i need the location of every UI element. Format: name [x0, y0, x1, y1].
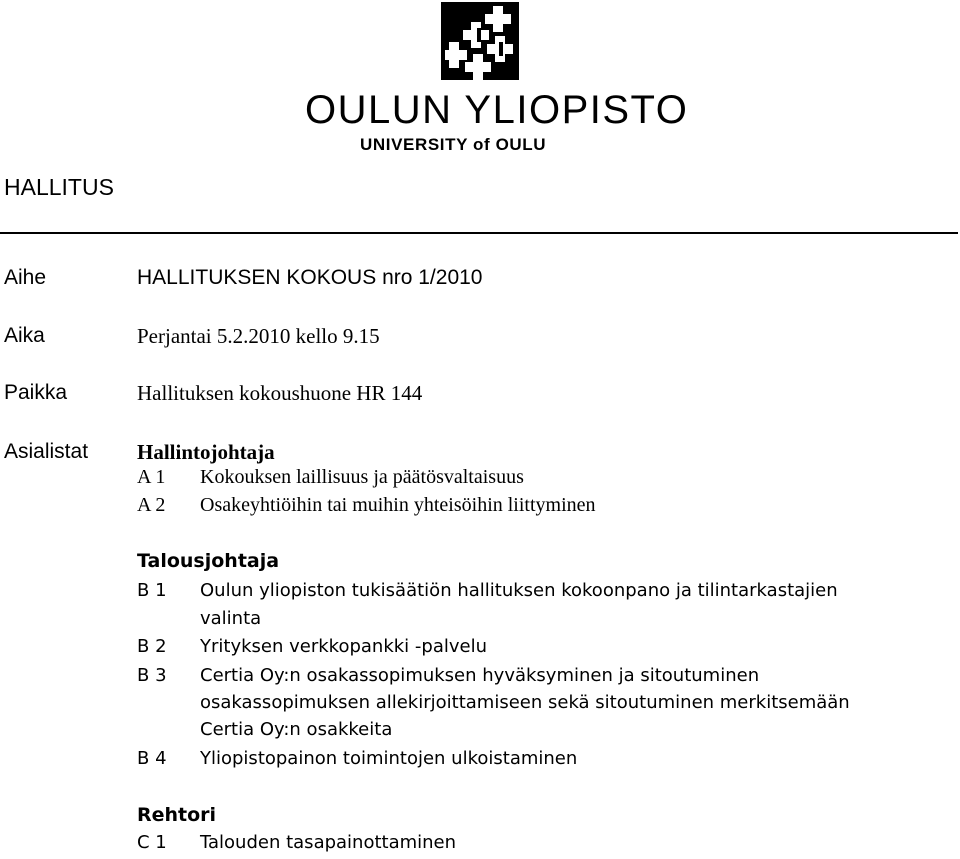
header-divider [0, 232, 958, 234]
agenda-item-code: B 4 [137, 748, 167, 769]
meta-label-place: Paikka [4, 381, 68, 404]
meta-value-time: Perjantai 5.2.2010 kello 9.15 [137, 324, 380, 348]
logo-subtitle: UNIVERSITY of OULU [360, 135, 547, 154]
meta-label-agenda: Asialistat [4, 440, 89, 463]
agenda-item-code: A 2 [137, 494, 166, 516]
agenda-heading-a: Hallintojohtaja [137, 440, 275, 464]
board-title: HALLITUS [4, 174, 114, 200]
agenda-item-text: Certia Oy:n osakassopimuksen hyväksyminen ja sitoutuminen [200, 665, 760, 686]
agenda-item-text: Yliopistopainon toimintojen ulkoistaminen [200, 748, 578, 769]
agenda-item-text: Oulun yliopiston tukisäätiön hallituksen kokoonpano ja tilintarkastajien [200, 580, 838, 601]
meta-value-place: Hallituksen kokoushuone HR 144 [137, 381, 423, 405]
agenda-item-code: B 2 [137, 636, 167, 657]
meta-value-subject: HALLITUKSEN KOKOUS nro 1/2010 [137, 266, 483, 289]
agenda-item-text: Osakeyhtiöihin tai muihin yhteisöihin liittyminen [200, 494, 596, 516]
agenda-item-code: B 1 [137, 580, 167, 601]
agenda-item-text-continued: Certia Oy:n osakkeita [200, 719, 393, 740]
meta-label-subject: Aihe [4, 266, 47, 289]
agenda-item-code: C 1 [137, 832, 167, 853]
agenda-item-code: B 3 [137, 665, 167, 686]
agenda-heading-b: Talousjohtaja [137, 550, 280, 572]
agenda-item-text: Kokouksen laillisuus ja päätösvaltaisuus [200, 466, 524, 488]
agenda-item-text-continued: valinta [200, 608, 262, 629]
agenda-item-text: Yrityksen verkkopankki -palvelu [200, 636, 487, 657]
logo-name: OULUN YLIOPISTO [305, 88, 689, 132]
university-logo-icon [441, 2, 519, 80]
agenda-item-text-continued: osakassopimuksen allekirjoittamiseen sekä sitoutuminen merkitsemään [200, 692, 850, 713]
agenda-heading-c: Rehtori [137, 804, 217, 826]
agenda-item-text: Talouden tasapainottaminen [200, 832, 457, 853]
agenda-item-code: A 1 [137, 466, 166, 488]
meta-label-time: Aika [4, 324, 45, 347]
